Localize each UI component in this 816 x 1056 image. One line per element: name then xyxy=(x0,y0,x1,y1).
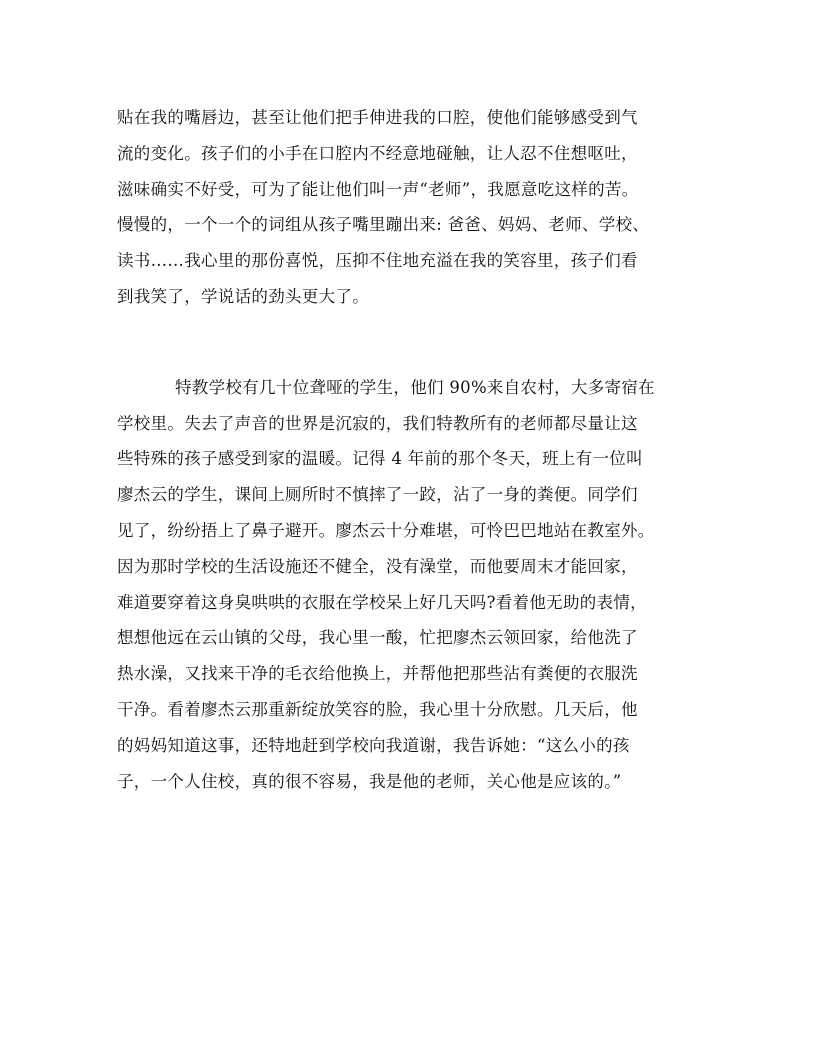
paragraph-line: 贴在我的嘴唇边，甚至让他们把手伸进我的口腔，使他们能够感受到气 xyxy=(117,108,638,127)
paragraph-line: 想想他远在云山镇的父母，我心里一酸，忙把廖杰云领回家，给他洗了 xyxy=(117,628,638,648)
paragraph-line: 廖杰云的学生，课间上厕所时不慎摔了一跤，沾了一身的粪便。同学们 xyxy=(117,485,638,505)
paragraph-gap xyxy=(117,315,701,370)
paragraph-line: 学校里。失去了声音的世界是沉寂的，我们特教所有的老师都尽量让这 xyxy=(117,413,638,433)
paragraph-line: 热水澡，又找来干净的毛衣给他换上，并帮他把那些沾有粪便的衣服洗 xyxy=(117,664,638,684)
paragraph-line: 些特殊的孩子感受到家的温暖。记得 4 年前的那个冬天，班上有一位叫 xyxy=(117,449,643,469)
paragraph-1 xyxy=(117,100,701,315)
paragraph-line: 见了，纷纷捂上了鼻子避开。廖杰云十分难堪，可怜巴巴地站在教室外。 xyxy=(117,520,655,540)
paragraph-line: 因为那时学校的生活设施还不健全，没有澡堂，而他要周末才能回家， xyxy=(117,556,638,576)
paragraph-2 xyxy=(117,370,701,800)
document-body xyxy=(117,100,701,799)
paragraph-line: 慢慢的，一个一个的词组从孩子嘴里蹦出来: 爸爸、妈妈、老师、学校、 xyxy=(117,215,650,235)
paragraph-line: 滋味确实不好受，可为了能让他们叫一声“老师”，我愿意吃这样的苦。 xyxy=(117,179,639,199)
paragraph-line: 难道要穿着这身臭哄哄的衣服在学校呆上好几天吗?看着他无助的表情， xyxy=(117,592,647,612)
paragraph-line: 读书……我心里的那份喜悦，压抑不住地充溢在我的笑容里，孩子们看 xyxy=(117,251,638,271)
paragraph-line: 流的变化。孩子们的小手在口腔内不经意地碰触，让人忍不住想呕吐， xyxy=(117,143,638,163)
paragraph-line: 的妈妈知道这事，还特地赶到学校向我道谢，我告诉她：“这么小的孩 xyxy=(117,735,630,755)
paragraph-line: 特教学校有几十位聋哑的学生，他们 90%来自农村，大多寄宿在 xyxy=(175,377,655,397)
paragraph-line: 子，一个人住校，真的很不容易，我是他的老师，关心他是应该的。” xyxy=(117,771,622,791)
paragraph-line: 干净。看着廖杰云那重新绽放笑容的脸，我心里十分欣慰。几天后，他 xyxy=(117,699,638,719)
paragraph-line: 到我笑了，学说话的劲头更大了。 xyxy=(117,286,369,306)
